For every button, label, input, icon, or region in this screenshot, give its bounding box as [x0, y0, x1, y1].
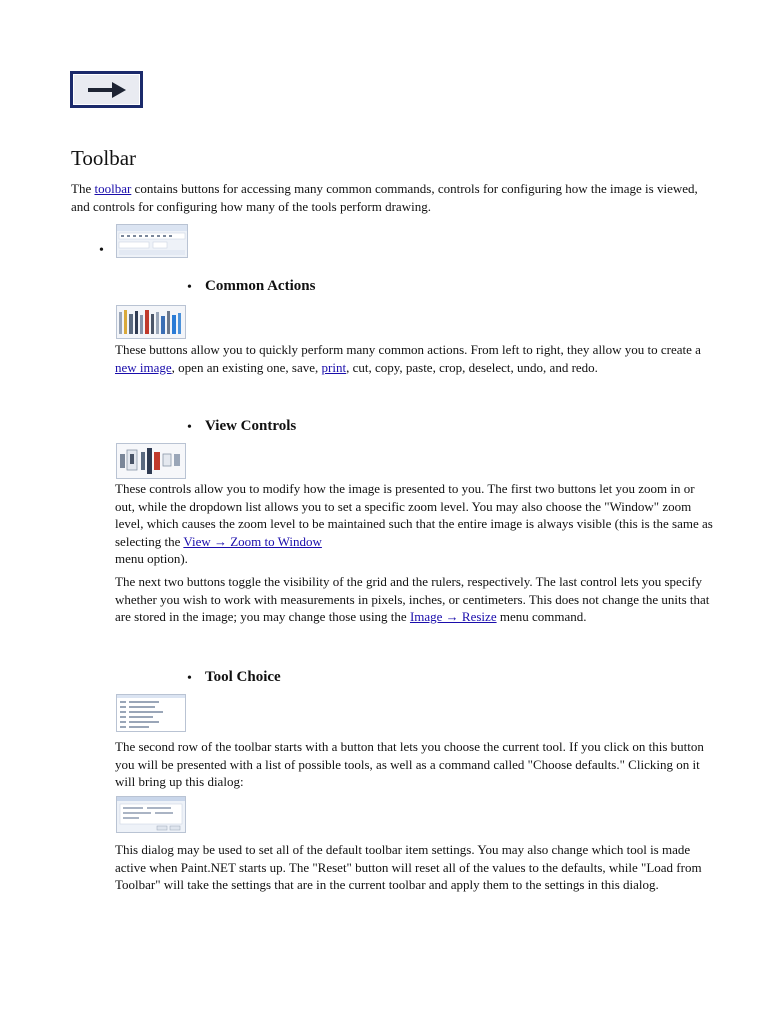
- toolbar-screenshot: [116, 224, 188, 258]
- bullet: •: [187, 420, 192, 435]
- image-resize-link[interactable]: Image → Resize: [409, 609, 497, 624]
- page-title: Toolbar: [71, 146, 137, 170]
- view-controls-paragraph-1: These controls allow you to modify how the image is presented to you. The first two buttons let you zoom in or out, while the dropdown list allows you to set a specific zoom level. You may also choose the "Window" zoom level, which causes the zoom level to be maintained such that the entire image is always visible (this is the same as selecting the View → Zoom to Window menu option).: [115, 481, 713, 566]
- choose-defaults-dialog-screenshot: [116, 796, 186, 833]
- new-image-link[interactable]: new image: [115, 359, 172, 375]
- print-link[interactable]: print: [321, 359, 347, 375]
- right-arrow-icon: [73, 74, 140, 105]
- bullet: •: [187, 280, 192, 295]
- common-actions-paragraph: These buttons allow you to quickly perform many common actions. From left to right, they allow you to create a new image, open an existing one, save, print, cut, copy, paste, crop, deselect, undo, and redo.: [115, 342, 701, 375]
- tool-choice-heading: Tool Choice: [205, 669, 281, 685]
- view-controls-paragraph-2: The next two buttons toggle the visibility of the grid and the rulers, respectively. The last control lets you specify whether you wish to work with measurements in pixels, inches, or centimeters. This does not change the units that are stored in the image; you may change those using the Image → Resize menu command.: [115, 574, 710, 624]
- view-zoom-to-window-link[interactable]: View → Zoom to Window: [183, 533, 322, 549]
- common-actions-heading: Common Actions: [205, 278, 316, 294]
- bullet: •: [99, 243, 104, 258]
- intro-paragraph: The toolbar contains buttons for accessing many common commands, controls for configuring how the image is viewed, and controls for configuring how many of the tools perform drawing.: [71, 181, 698, 214]
- bullet: •: [187, 671, 192, 686]
- tool-choice-paragraph-1: The second row of the toolbar starts with a button that lets you choose the current tool. If you click on this button you will be presented with a list of possible tools, as well as a command called "Choose defaults." Clicking on it will bring up this dialog:: [115, 739, 704, 789]
- common-actions-screenshot: [116, 305, 186, 339]
- view-controls-screenshot: [116, 443, 186, 479]
- view-controls-heading: View Controls: [205, 418, 297, 434]
- tool-choice-paragraph-2: This dialog may be used to set all of the default toolbar item settings. You may also change which tool is made active when Paint.NET starts up. The "Reset" button will reset all of the values to the defaults, while "Load from Toolbar" will take the settings that are in the current toolbar and apply them to the settings in this dialog.: [115, 842, 702, 892]
- toolbar-link[interactable]: toolbar: [94, 181, 132, 196]
- next-arrow-button[interactable]: [70, 71, 143, 108]
- tool-menu-screenshot: [116, 694, 186, 732]
